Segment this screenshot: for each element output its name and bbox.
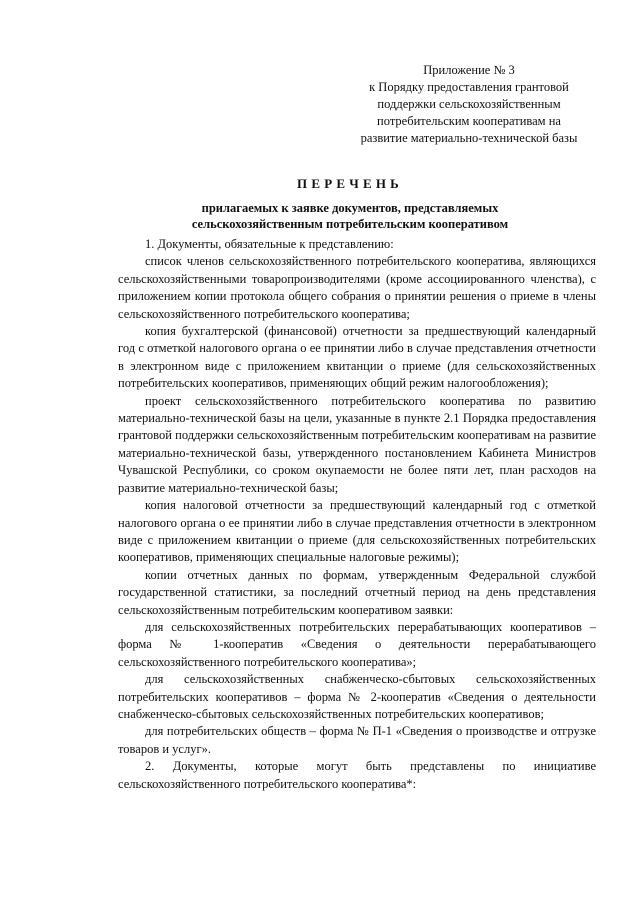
list-item: копия бухгалтерской (финансовой) отчетности за предшествующий календарный год с отметкой налогового органа о ее принятии либо в случае представления отчетности в электронном виде с приложением квитанции о приеме (для сельскохозяйственных потребительских кооперативов, применяющих общий режим налогообложения); <box>118 324 596 391</box>
subtitle-line: прилагаемых к заявке документов, представляемых <box>201 201 499 215</box>
list-item: копии отчетных данных по формам, утвержденным Федеральной службой государственной статистики, за последний отчетный период на день представления сельскохозяйственным потребительским кооперативом заявки: <box>118 567 596 617</box>
document-subtitle <box>120 200 580 232</box>
appendix-number: Приложение № 3 <box>423 63 515 77</box>
list-item: копия налоговой отчетности за предшествующий календарный год с отметкой налогового органа о ее принятии либо в случае представления отчетности в электронном виде с приложением квитанции о приеме (для сельскохозяйственных потребительских кооперативов, применяющих специальные налоговые режимы); <box>118 498 596 565</box>
subtitle-line: сельскохозяйственным потребительским кооперативом <box>191 217 509 231</box>
list-item: проект сельскохозяйственного потребительского кооператива по развитию материально-технической базы на цели, указанные в пункте 2.1 Порядка предоставления грантовой поддержки сельскохозяйственным потребительским кооперативам на развитие материально-технической базы, утвержденного постановлением Кабинета Министров Чувашской Республики, со сроком окупаемости не более пяти лет, план расходов на развитие материально-технической базы; <box>118 393 596 495</box>
appendix-line: развитие материально-технической базы <box>360 131 578 145</box>
sub-list-item: для потребительских обществ – форма № П-1 «Сведения о производстве и отгрузке товаров и услуг». <box>118 724 596 756</box>
document-title-block <box>120 176 580 232</box>
appendix-line: к Порядку предоставления грантовой <box>369 80 569 94</box>
list-item: список членов сельскохозяйственного потребительского кооператива, являющихся сельскохозяйственными товаропроизводителями (кроме ассоциированного членства), с приложением копии протокола общего собрания о принятии решения о приеме в члены сельскохозяйственного потребительского кооператива; <box>118 254 596 321</box>
sub-list-item: для сельскохозяйственных снабженческо-сбытовых сельскохозяйственных потребительских кооперативов – форма № 2-кооператив «Сведения о деятельности снабженческо-сбытовых сельскохозяйственных потребительских кооперативов; <box>118 672 596 721</box>
section-heading-1: 1. Документы, обязательные к представлению: <box>145 237 394 251</box>
document-body <box>118 236 596 793</box>
appendix-line: поддержки сельскохозяйственным <box>377 97 561 111</box>
section-heading-2: 2. Документы, которые могут быть представлены по инициативе сельскохозяйственного потребительского кооператива*: <box>118 759 596 791</box>
appendix-line: потребительским кооперативам на <box>377 114 561 128</box>
document-title: ПЕРЕЧЕНЬ <box>297 176 403 191</box>
sub-list-item: для сельскохозяйственных потребительских перерабатывающих кооперативов – форма № 1-кооператив «Сведения о деятельности перерабатывающего сельскохозяйственного потребительского кооператива»; <box>118 619 596 669</box>
appendix-header <box>338 62 600 147</box>
